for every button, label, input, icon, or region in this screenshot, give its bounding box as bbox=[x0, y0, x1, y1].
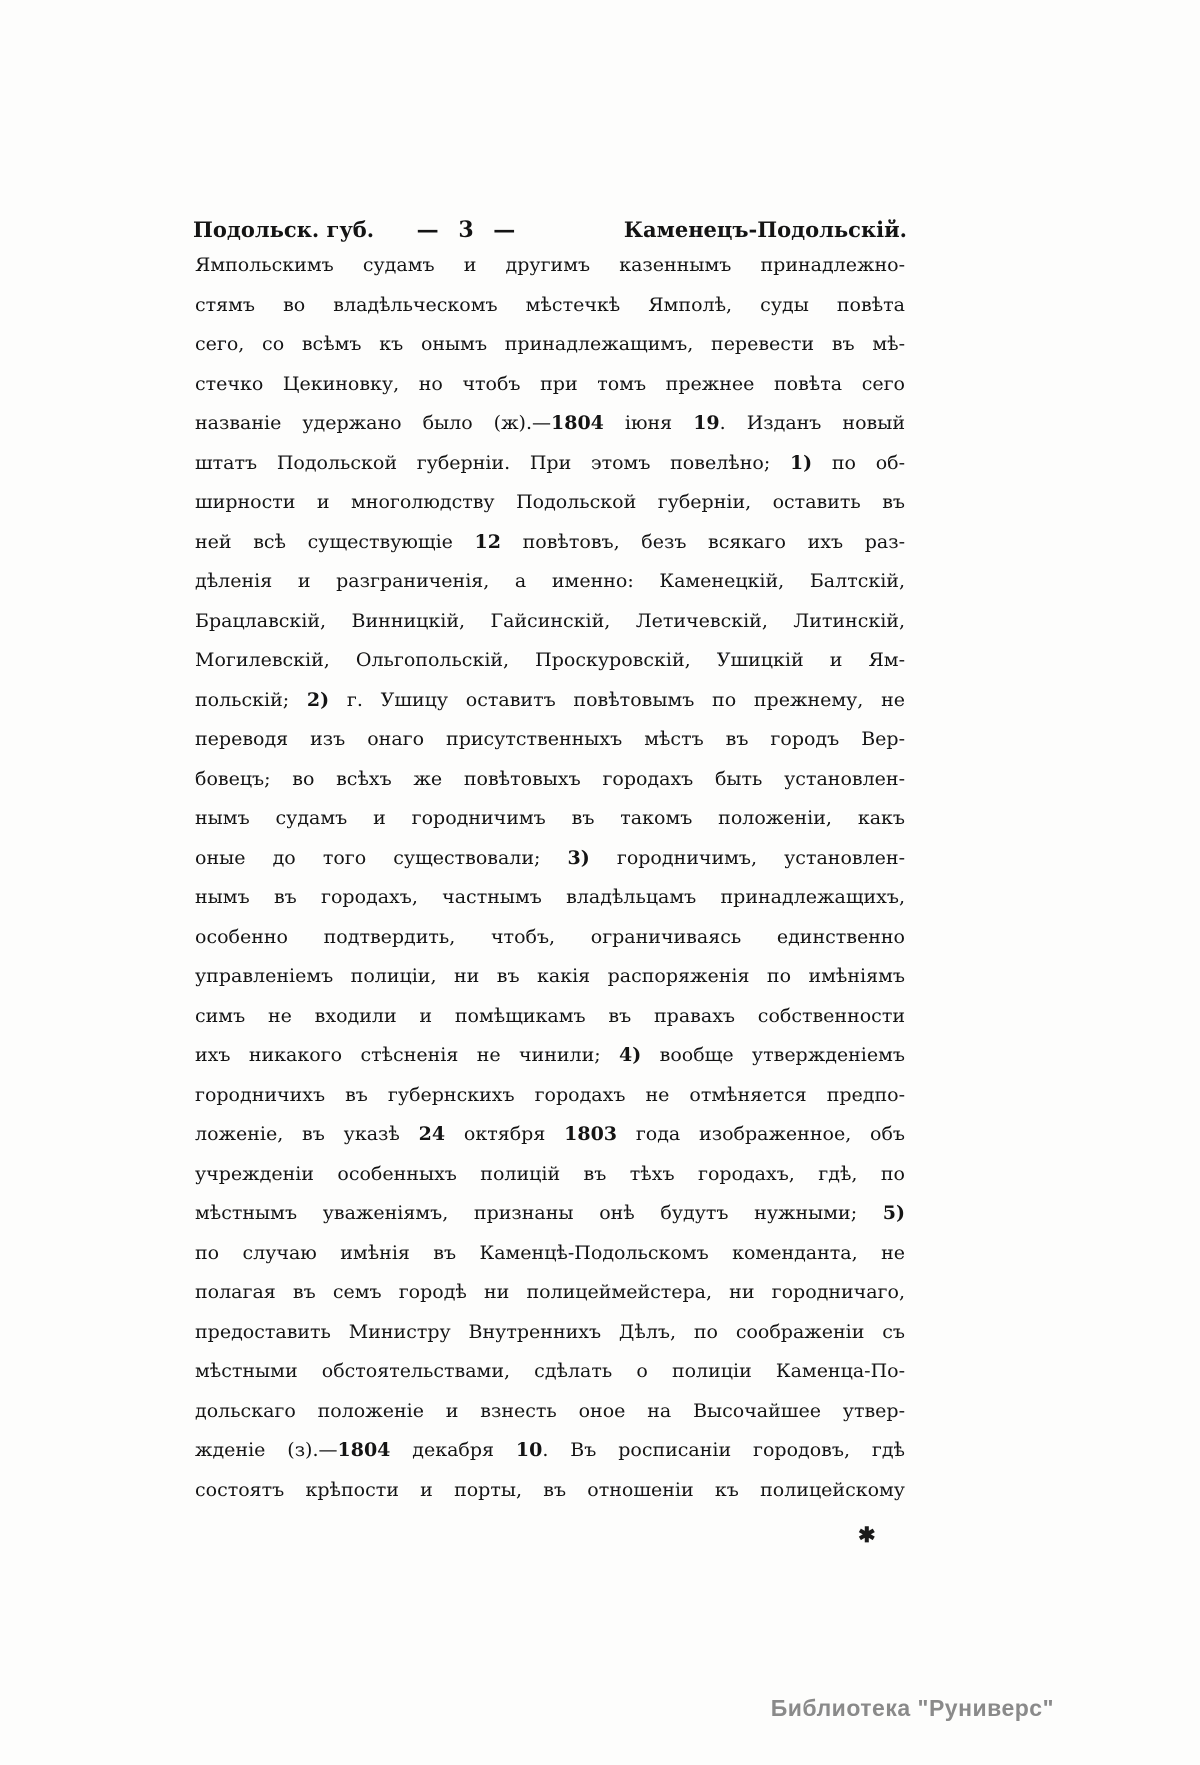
page-header bbox=[193, 216, 907, 244]
text-line: названіе удержано было (ж).—1804 іюня 19. Изданъ новый bbox=[195, 412, 905, 434]
text-line: Могилевскій, Ольгопольскій, Проскуровскій, Ушицкій и Ям- bbox=[195, 649, 905, 671]
text-line: ней всѣ существующіе 12 повѣтовъ, безъ всякаго ихъ раз- bbox=[195, 530, 905, 553]
page-number: — 3 — bbox=[416, 217, 522, 243]
text-line: ширности и многолюдству Подольской губерніи, оставить въ bbox=[195, 491, 905, 513]
text-line: нымъ въ городахъ, частнымъ владѣльцамъ принадлежащихъ, bbox=[195, 886, 905, 908]
text-line: нымъ судамъ и городничимъ въ такомъ положеніи, какъ bbox=[195, 807, 905, 829]
library-watermark: Библиотека "Руниверс" bbox=[770, 1695, 1054, 1721]
text-line: сего, со всѣмъ къ онымъ принадлежащимъ, перевести въ мѣ- bbox=[195, 333, 905, 355]
footnote-asterisk-mark: ✱ bbox=[858, 1522, 876, 1547]
text-line: мѣстнымъ уваженіямъ, признаны онѣ будутъ нужными; 5) bbox=[195, 1202, 905, 1224]
text-line: стечко Цекиновку, но чтобъ при томъ прежнее повѣта сего bbox=[195, 372, 905, 395]
text-line: симъ не входили и помѣщикамъ въ правахъ собственности bbox=[195, 1004, 905, 1027]
text-line: бовецъ; во всѣхъ же повѣтовыхъ городахъ быть установлен- bbox=[195, 767, 905, 790]
text-line: Брацлавскій, Винницкій, Гайсинскій, Летичевскій, Литинскій, bbox=[195, 609, 905, 632]
text-line: полагая въ семъ городѣ ни полицеймейстера, ни городничаго, bbox=[195, 1281, 905, 1303]
text-line: городничихъ въ губернскихъ городахъ не отмѣняется предпо- bbox=[195, 1083, 905, 1106]
text-line: состоятъ крѣпости и порты, въ отношеніи къ полицейскому bbox=[195, 1478, 905, 1501]
page-text bbox=[195, 246, 905, 1510]
text-line: жденіе (з).—1804 декабря 10. Въ росписаніи городовъ, гдѣ bbox=[195, 1439, 905, 1461]
text-line: особенно подтвердить, чтобъ, ограничиваясь единственно bbox=[195, 925, 905, 948]
text-line: мѣстными обстоятельствами, сдѣлать о полиціи Каменца-По- bbox=[195, 1360, 905, 1382]
text-line: ложеніе, въ указѣ 24 октября 1803 года изображенное, объ bbox=[195, 1123, 905, 1145]
text-line: предоставить Министру Внутреннихъ Дѣлъ, по соображеніи съ bbox=[195, 1320, 905, 1343]
text-line: польскій; 2) г. Ушицу оставитъ повѣтовымъ по прежнему, не bbox=[195, 688, 905, 711]
text-line: Ямпольскимъ судамъ и другимъ казеннымъ принадлежно- bbox=[195, 254, 905, 276]
text-line: учрежденіи особенныхъ полицій въ тѣхъ городахъ, гдѣ, по bbox=[195, 1162, 905, 1185]
text-line: управленіемъ полиціи, ни въ какія распоряженія по имѣніямъ bbox=[195, 965, 905, 987]
text-line: стямъ во владѣльческомъ мѣстечкѣ Ямполѣ, суды повѣта bbox=[195, 293, 905, 316]
text-line: переводя изъ онаго присутственныхъ мѣстъ въ городъ Вер- bbox=[195, 728, 905, 750]
text-line: дольскаго положеніе и взнесть оное на Высочайшее утвер- bbox=[195, 1399, 905, 1422]
text-line: по случаю имѣнія въ Каменцѣ-Подольскомъ коменданта, не bbox=[195, 1241, 905, 1264]
header-left-title: Подольск. губ. bbox=[193, 217, 375, 242]
text-line: дѣленія и разграниченія, а именно: Каменецкій, Балтскій, bbox=[195, 570, 905, 592]
header-right-title: Каменецъ-Подольскій. bbox=[623, 217, 907, 242]
text-line: оные до того существовали; 3) городничимъ, установлен- bbox=[195, 846, 905, 869]
text-line: штатъ Подольской губерніи. При этомъ повелѣно; 1) по об- bbox=[195, 451, 905, 474]
text-line: ихъ никакого стѣсненія не чинили; 4) вообще утвержденіемъ bbox=[195, 1044, 905, 1066]
